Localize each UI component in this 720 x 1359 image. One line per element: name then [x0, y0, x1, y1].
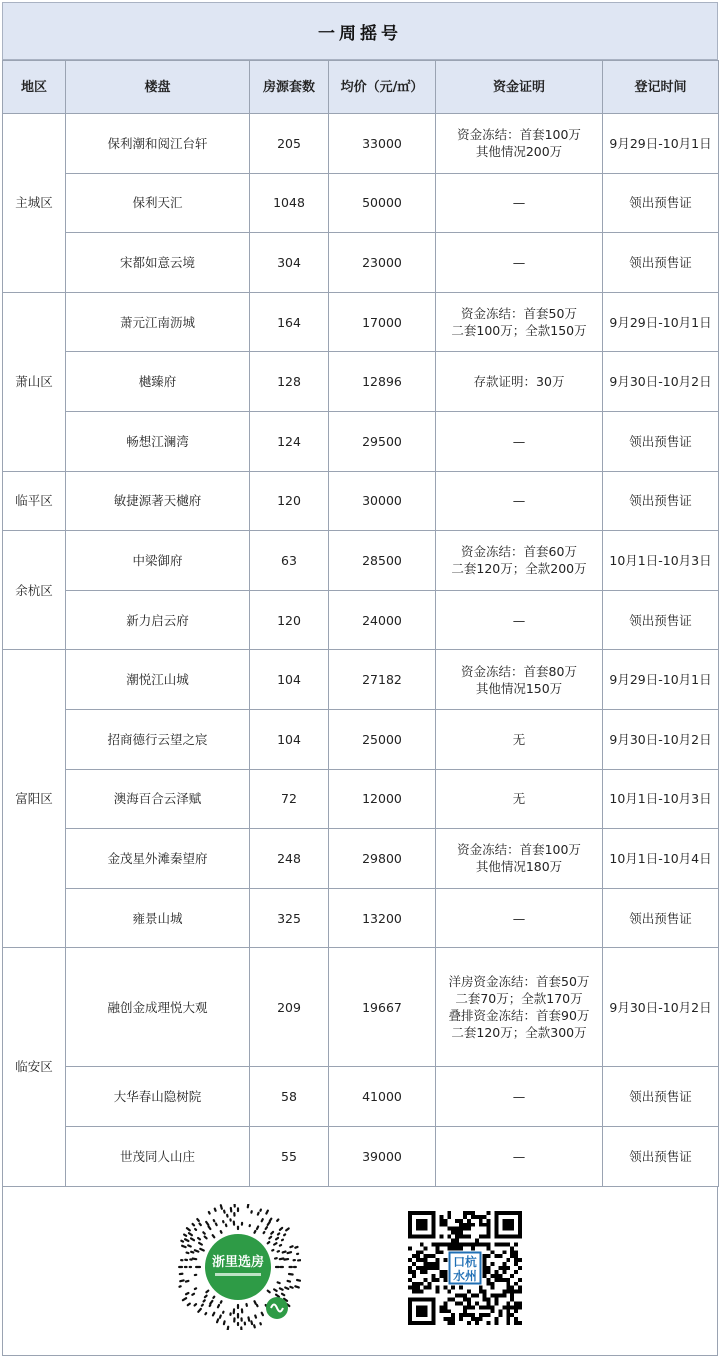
region-cell: 富阳区 — [3, 650, 66, 948]
table-row — [3, 352, 719, 412]
time-cell: 9月29日-10月1日 — [603, 650, 719, 710]
header-fund: 资金证明 — [436, 61, 603, 114]
project-cell: 保利天汇 — [66, 173, 250, 233]
time-cell: 领出预售证 — [603, 1067, 719, 1127]
project-cell: 萧元江南沥城 — [66, 292, 250, 352]
time-cell: 领出预售证 — [603, 411, 719, 471]
fund-cell: 资金冻结：首套100万 其他情况200万 — [436, 114, 603, 174]
time-cell: 领出预售证 — [603, 888, 719, 948]
price-cell: 33000 — [329, 114, 436, 174]
table-row — [3, 173, 719, 233]
header-region: 地区 — [3, 61, 66, 114]
units-cell: 205 — [250, 114, 329, 174]
header-time: 登记时间 — [603, 61, 719, 114]
table-title: 一周摇号 — [2, 2, 718, 60]
fund-cell: — — [436, 1126, 603, 1186]
table-row — [3, 888, 719, 948]
price-cell: 24000 — [329, 590, 436, 650]
fund-cell: — — [436, 411, 603, 471]
fund-cell: — — [436, 888, 603, 948]
time-cell: 9月30日-10月2日 — [603, 352, 719, 412]
project-cell: 宋都如意云境 — [66, 233, 250, 293]
time-cell: 10月1日-10月3日 — [603, 531, 719, 591]
table-row — [3, 590, 719, 650]
lottery-table — [2, 60, 719, 1187]
table-row — [3, 769, 719, 829]
project-cell: 澳海百合云泽赋 — [66, 769, 250, 829]
table-row — [3, 411, 719, 471]
fund-cell: 无 — [436, 769, 603, 829]
time-cell: 9月29日-10月1日 — [603, 292, 719, 352]
fund-cell: 无 — [436, 709, 603, 769]
units-cell: 248 — [250, 829, 329, 889]
units-cell: 55 — [250, 1126, 329, 1186]
price-cell: 25000 — [329, 709, 436, 769]
units-cell: 104 — [250, 650, 329, 710]
units-cell: 1048 — [250, 173, 329, 233]
header-units: 房源套数 — [250, 61, 329, 114]
fund-cell: — — [436, 173, 603, 233]
price-cell: 12000 — [329, 769, 436, 829]
price-cell: 30000 — [329, 471, 436, 531]
qr-logo-line1: 口杭 — [453, 1255, 477, 1270]
region-cell: 余杭区 — [3, 531, 66, 650]
project-cell: 世茂同人山庄 — [66, 1126, 250, 1186]
mini-program-code[interactable] — [175, 1204, 301, 1330]
table-row — [3, 650, 719, 710]
units-cell: 164 — [250, 292, 329, 352]
price-cell: 28500 — [329, 531, 436, 591]
project-cell: 金茂星外滩秦望府 — [66, 829, 250, 889]
fund-cell: — — [436, 233, 603, 293]
time-cell: 9月30日-10月2日 — [603, 709, 719, 769]
time-cell: 10月1日-10月3日 — [603, 769, 719, 829]
table-row — [3, 471, 719, 531]
project-cell: 潮悦江山城 — [66, 650, 250, 710]
region-cell: 临安区 — [3, 948, 66, 1186]
time-cell: 领出预售证 — [603, 233, 719, 293]
table-row — [3, 233, 719, 293]
time-cell: 领出预售证 — [603, 1126, 719, 1186]
table-row — [3, 531, 719, 591]
price-cell: 29800 — [329, 829, 436, 889]
fund-cell: 资金冻结：首套80万 其他情况150万 — [436, 650, 603, 710]
price-cell: 19667 — [329, 948, 436, 1067]
price-cell: 39000 — [329, 1126, 436, 1186]
region-cell: 萧山区 — [3, 292, 66, 471]
units-cell: 58 — [250, 1067, 329, 1127]
table-row — [3, 948, 719, 1067]
project-cell: 保利潮和阅江台轩 — [66, 114, 250, 174]
fund-cell: 资金冻结：首套50万 二套100万；全款150万 — [436, 292, 603, 352]
project-cell: 畅想江澜湾 — [66, 411, 250, 471]
project-cell: 融创金成理悦大观 — [66, 948, 250, 1067]
qr-logo-line2: 水州 — [453, 1268, 477, 1283]
units-cell: 209 — [250, 948, 329, 1067]
mini-program-name: 浙里选房 — [211, 1255, 265, 1270]
footer — [2, 1186, 718, 1356]
table-row — [3, 1067, 719, 1127]
time-cell: 领出预售证 — [603, 471, 719, 531]
header-row — [3, 61, 719, 114]
time-cell: 10月1日-10月4日 — [603, 829, 719, 889]
fund-cell: 资金冻结：首套100万 其他情况180万 — [436, 829, 603, 889]
fund-cell: — — [436, 1067, 603, 1127]
fund-cell: — — [436, 471, 603, 531]
project-cell: 中梁御府 — [66, 531, 250, 591]
time-cell: 领出预售证 — [603, 173, 719, 233]
region-cell: 主城区 — [3, 114, 66, 293]
price-cell: 50000 — [329, 173, 436, 233]
units-cell: 304 — [250, 233, 329, 293]
price-cell: 13200 — [329, 888, 436, 948]
units-cell: 120 — [250, 590, 329, 650]
fund-cell: — — [436, 590, 603, 650]
table-row — [3, 114, 719, 174]
units-cell: 128 — [250, 352, 329, 412]
qr-code[interactable] — [408, 1211, 522, 1325]
price-cell: 41000 — [329, 1067, 436, 1127]
price-cell: 27182 — [329, 650, 436, 710]
fund-cell: 存款证明：30万 — [436, 352, 603, 412]
units-cell: 124 — [250, 411, 329, 471]
table-row — [3, 292, 719, 352]
units-cell: 120 — [250, 471, 329, 531]
project-cell: 大华春山隐树院 — [66, 1067, 250, 1127]
fund-cell: 洋房资金冻结：首套50万 二套70万；全款170万 叠排资金冻结：首套90万 二套120万；全款300万 — [436, 948, 603, 1067]
header-project: 楼盘 — [66, 61, 250, 114]
project-cell: 敏捷源著天樾府 — [66, 471, 250, 531]
project-cell: 樾臻府 — [66, 352, 250, 412]
fund-cell: 资金冻结：首套60万 二套120万；全款200万 — [436, 531, 603, 591]
time-cell: 9月29日-10月1日 — [603, 114, 719, 174]
units-cell: 104 — [250, 709, 329, 769]
units-cell: 63 — [250, 531, 329, 591]
time-cell: 9月30日-10月2日 — [603, 948, 719, 1067]
price-cell: 17000 — [329, 292, 436, 352]
table-body — [3, 114, 719, 1187]
mini-program-subtext — [215, 1273, 261, 1276]
time-cell: 领出预售证 — [603, 590, 719, 650]
table-row — [3, 1126, 719, 1186]
units-cell: 325 — [250, 888, 329, 948]
header-price: 均价（元/㎡） — [329, 61, 436, 114]
price-cell: 12896 — [329, 352, 436, 412]
project-cell: 招商德行云望之宸 — [66, 709, 250, 769]
price-cell: 23000 — [329, 233, 436, 293]
table-row — [3, 709, 719, 769]
price-cell: 29500 — [329, 411, 436, 471]
region-cell: 临平区 — [3, 471, 66, 531]
project-cell: 雍景山城 — [66, 888, 250, 948]
units-cell: 72 — [250, 769, 329, 829]
project-cell: 新力启云府 — [66, 590, 250, 650]
table-row — [3, 829, 719, 889]
